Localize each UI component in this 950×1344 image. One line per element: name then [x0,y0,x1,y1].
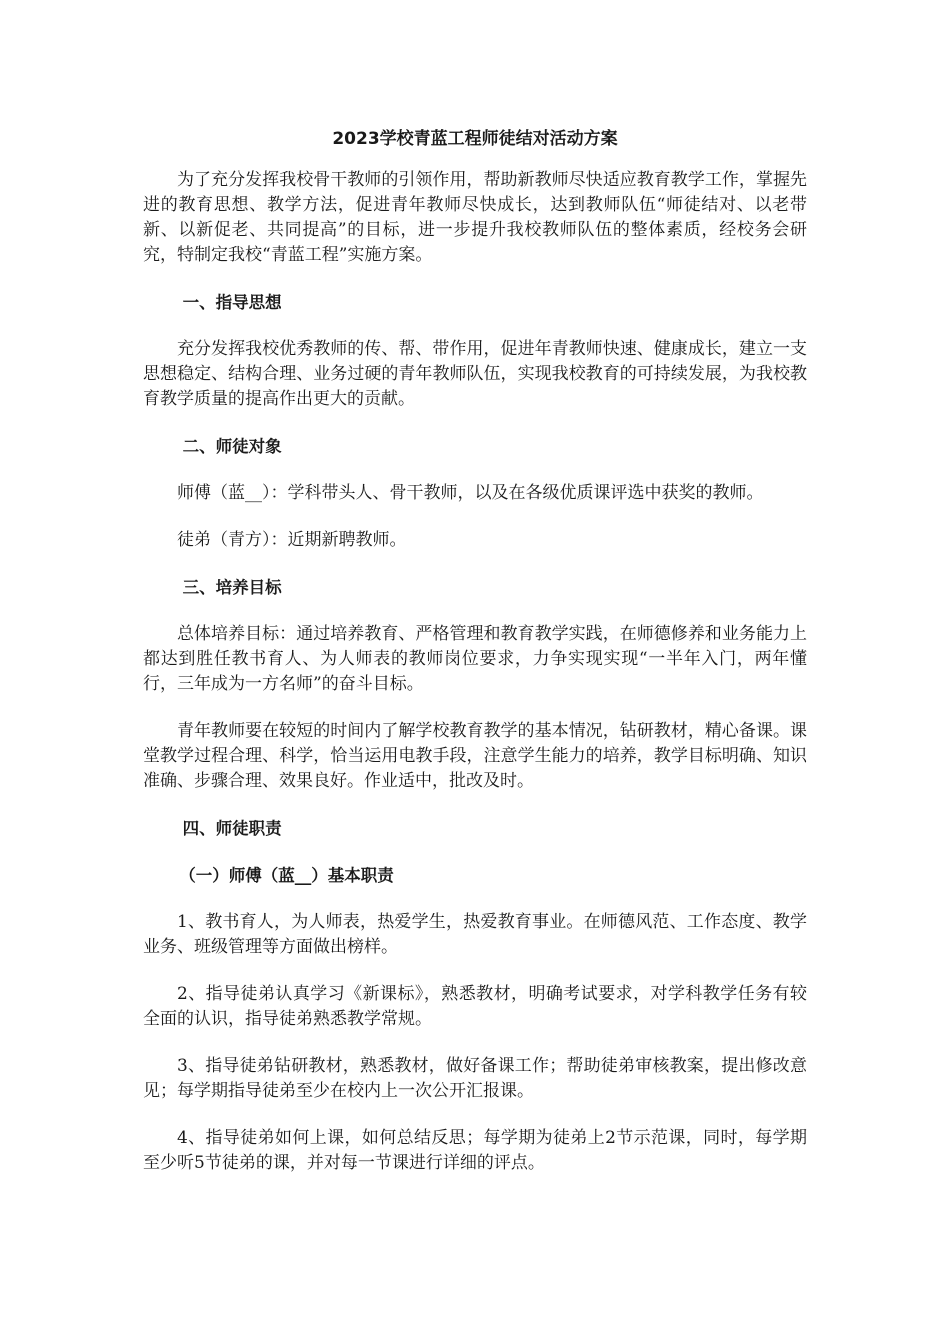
apprentice-paragraph: 徒弟（青方）：近期新聘教师。 [177,530,407,550]
guiding-ideology-paragraph: 充分发挥我校优秀教师的传、帮、带作用，促进年青教师快速、健康成长，建立一支思想稳定、结构合理、业务过硬的青年教师队伍，实现我校教育的可持续发展，为我校教育教学质量的提高作出更大的贡献。 [143,339,807,409]
duty-item-3: 3、指导徒弟钻研教材，熟悉教材，做好备课工作；帮助徒弟审核教案，提出修改意见；每学期指导徒弟至少在校内上一次公开汇报课。 [143,1056,807,1101]
section-heading-responsibilities: 四、师徒职责 [182,819,282,838]
master-paragraph: 师傅（蓝__）：学科带头人、骨干教师，以及在各级优质课评选中获奖的教师。 [177,483,764,503]
duty-item-1: 1、教书育人，为人师表，热爱学生，热爱教育事业。在师德风范、工作态度、教学业务、班级管理等方面做出榜样。 [143,912,807,957]
subheading-master-duties: （一）师傅（蓝__）基本职责 [179,866,394,885]
section-heading-training-goals: 三、培养目标 [182,578,282,597]
young-teacher-paragraph: 青年教师要在较短的时间内了解学校教育教学的基本情况，钻研教材，精心备课。课堂教学过程合理、科学，恰当运用电教手段，注意学生能力的培养，教学目标明确、知识准确、步骤合理、效果良好。作业适中，批改及时。 [143,721,807,791]
duty-item-4: 4、指导徒弟如何上课，如何总结反思；每学期为徒弟上2节示范课，同时，每学期至少听5节徒弟的课，并对每一节课进行详细的评点。 [143,1128,807,1173]
section-heading-targets: 二、师徒对象 [182,437,282,456]
overall-goal-paragraph: 总体培养目标：通过培养教育、严格管理和教育教学实践，在师德修养和业务能力上都达到胜任教书育人、为人师表的教师岗位要求，力争实现实现“一半年入门，两年懂行，三年成为一方名师”的奋斗目标。 [143,624,807,694]
document-page [143,126,807,1198]
intro-paragraph: 为了充分发挥我校骨干教师的引领作用，帮助新教师尽快适应教育教学工作，掌握先进的教育思想、教学方法，促进青年教师尽快成长，达到教师队伍“师徒结对、以老带新、以新促老、共同提高”的目标，进一步提升我校教师队伍的整体素质，经校务会研究，特制定我校“青蓝工程”实施方案。 [143,170,807,265]
duty-item-2: 2、指导徒弟认真学习《新课标》，熟悉教材，明确考试要求，对学科教学任务有较全面的认识，指导徒弟熟悉教学常规。 [143,984,807,1029]
section-heading-guiding-ideology: 一、指导思想 [182,293,282,312]
document-title: 2023学校青蓝工程师徒结对活动方案 [332,129,618,149]
